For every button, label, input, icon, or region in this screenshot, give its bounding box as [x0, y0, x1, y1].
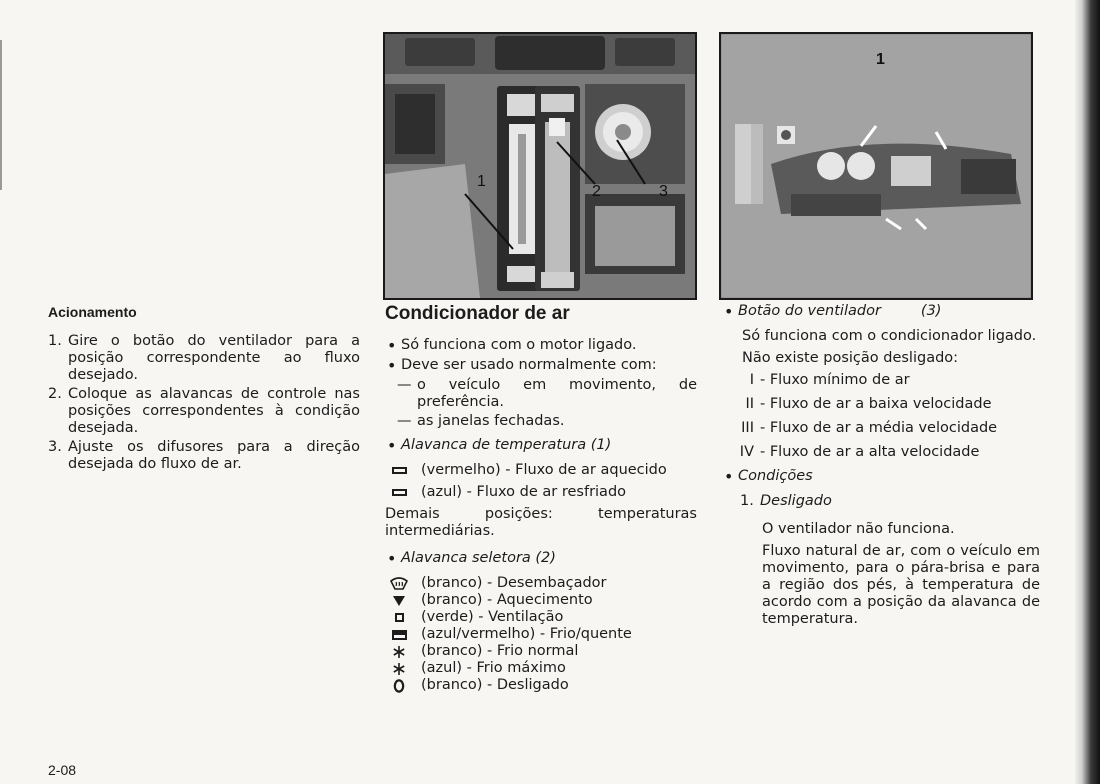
fan-section [722, 303, 1040, 628]
dash-item: — o veículo em movimento, de preferência. [397, 377, 697, 410]
dash-item: — as janelas fechadas. [397, 413, 565, 429]
condition-description: O ventilador não funciona. [762, 521, 955, 537]
selector-option: (branco) - Desembaçador [385, 575, 697, 592]
selector-option: (branco) - Aquecimento [385, 592, 697, 609]
fan-note: Não existe posição desligado: [742, 350, 959, 366]
temperature-note: Demais posições: temperaturas intermediárias. [385, 506, 697, 539]
fan-speed-item: IV - Fluxo de ar a alta velocidade [739, 444, 980, 460]
snowflake-icon [385, 662, 413, 676]
step-item: 1. Gire o botão do ventilador para a posição correspondente ao fluxo desejado. [48, 333, 360, 383]
air-conditioner-section [385, 303, 697, 694]
temperature-option: (azul) - Fluxo de ar resfriado [385, 484, 697, 501]
condition-description: Fluxo natural de ar, com o veículo em movimento, para o pára-brisa e para a região dos pés, à temperatura de acordo com a posição da alavanca de temperatura. [762, 543, 1040, 627]
operation-steps [48, 333, 360, 473]
conditions-title: • Condições [722, 468, 1040, 485]
page-number: 2-08 [48, 762, 77, 778]
bullet-item: • Só funciona com o motor ligado. [385, 337, 697, 354]
selector-option: (branco) - Desligado [385, 677, 697, 694]
callout-3-label: 3 [659, 183, 668, 200]
step-item: 3. Ajuste os difusores para a direção desejada do fluxo de ar. [48, 439, 360, 472]
book-binding-shadow [1074, 0, 1100, 784]
air-conditioner-heading: Condicionador de ar [385, 303, 570, 324]
defroster-icon [385, 577, 413, 591]
ventilation-square-icon [395, 613, 404, 622]
bullet-item: • Deve ser usado normalmente com: [385, 357, 697, 374]
step-item: 2. Coloque as alavancas de controle nas posições correspondentes à condição desejada. [48, 386, 360, 436]
fan-note: Só funciona com o condicionador ligado. [742, 328, 1037, 344]
temperature-lever-title: • Alavanca de temperatura (1) [385, 437, 697, 454]
control-panel-illustration [385, 34, 695, 298]
dashboard-illustration [721, 34, 1031, 298]
fan-button-title: • Botão do ventilador (3) [722, 303, 1040, 320]
condition-item: 1. Desligado [740, 493, 832, 509]
selector-option: (azul) - Frio máximo [385, 660, 697, 677]
temperature-option: (vermelho) - Fluxo de ar aquecido [385, 462, 697, 479]
callout-2-label: 2 [592, 183, 601, 200]
snowflake-icon [385, 645, 413, 659]
dashboard-photo [719, 32, 1033, 300]
callout-1-label: 1 [477, 173, 486, 190]
operation-section [48, 304, 360, 475]
control-panel-photo [383, 32, 697, 300]
selector-option: (verde) - Ventilação [385, 609, 697, 626]
off-zero-icon [385, 679, 413, 693]
fan-speed-item: I - Fluxo mínimo de ar [749, 372, 910, 388]
cold-hot-icon [392, 630, 407, 640]
selector-lever-title: • Alavanca seletora (2) [385, 550, 697, 567]
blue-rect-icon [392, 489, 407, 496]
heating-triangle-icon [385, 595, 413, 607]
selector-option: (branco) - Frio normal [385, 643, 697, 660]
operation-heading: Acionamento [48, 304, 137, 320]
selector-option: (azul/vermelho) - Frio/quente [385, 626, 697, 643]
callout-1-label: 1 [876, 51, 885, 68]
fan-speed-item: II - Fluxo de ar a baixa velocidade [745, 396, 992, 412]
fan-speed-item: III - Fluxo de ar a média velocidade [741, 420, 998, 436]
page-edge-rule [0, 40, 2, 190]
red-rect-icon [392, 467, 407, 474]
